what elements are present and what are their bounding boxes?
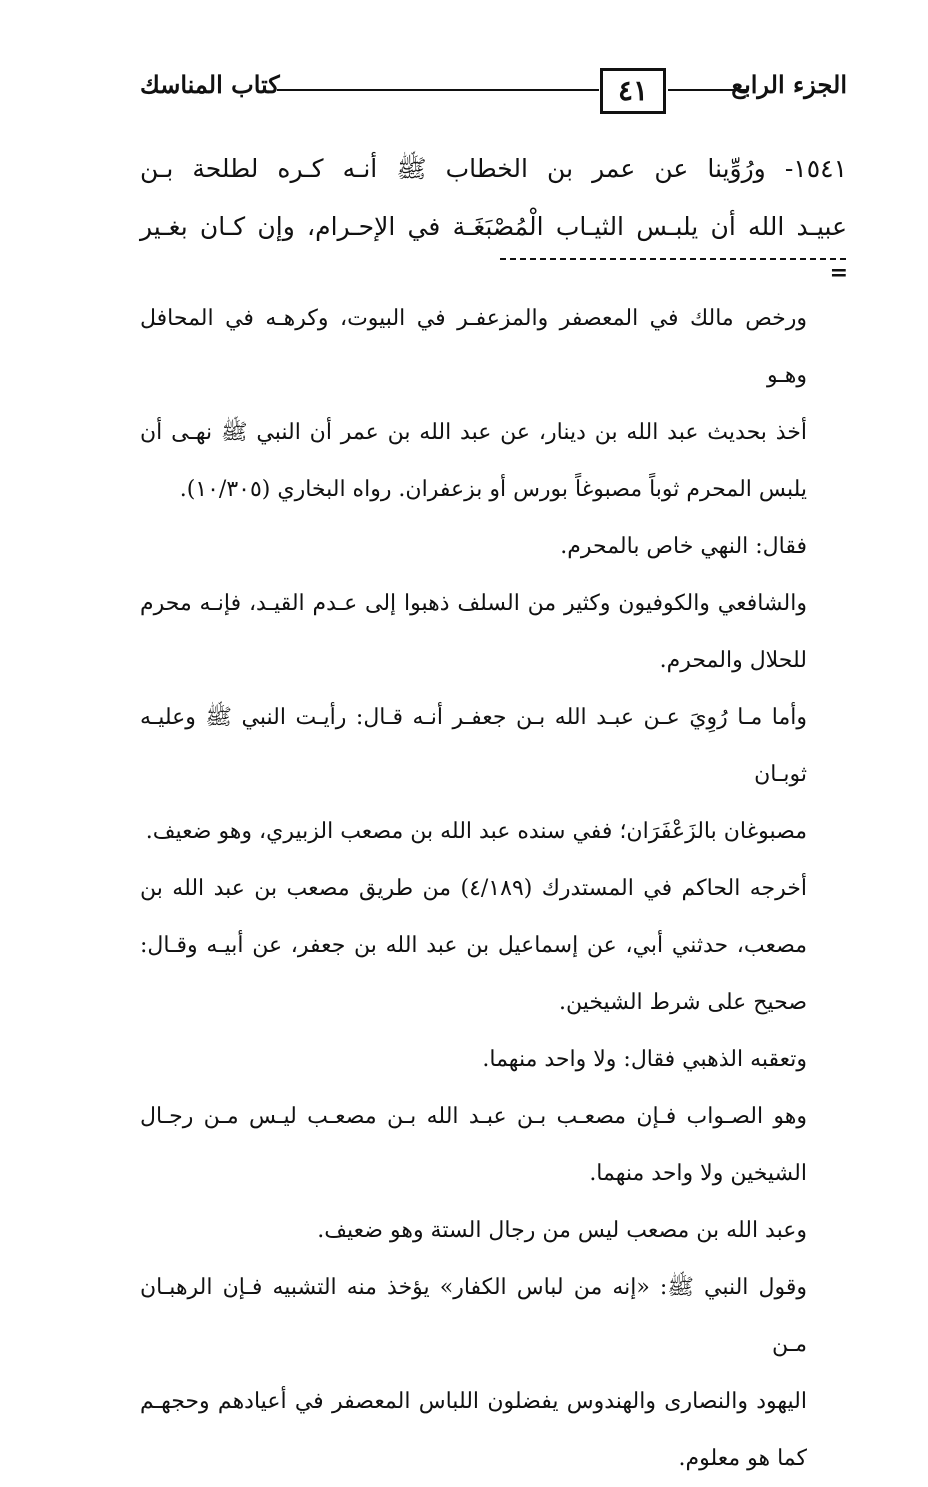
main-text-line: عبيـد الله أن يلبـس الثيـاب الْمُصْبَغَـة في الإحـرام، وإن كـان بغـير — [140, 212, 847, 241]
volume-title: الجزء الرابع — [731, 70, 847, 99]
footnotes — [140, 290, 807, 1487]
footnote-line: فقال: النهي خاص بالمحرم. — [560, 534, 807, 559]
footnote-line: مصعب، حدثني أبي، عن إسماعيل بن عبد الله بن جعفر، عن أبيـه وقـال: — [140, 933, 807, 958]
page-header — [140, 58, 847, 118]
footnote-paragraph — [140, 290, 807, 518]
footnote-line: اليهود والنصارى والهندوس يفضلون اللباس المعصفر في أعيادهم وحجهـم — [140, 1389, 807, 1414]
footnote-line: أخرجه الحاكم في المستدرك (٤/١٨٩) من طريق مصعب بن عبد الله بن — [140, 876, 807, 901]
footnote-line: يلبس المحرم ثوباً مصبوغاً بورس أو بزعفران. رواه البخاري (١٠/٣٠٥). — [179, 477, 807, 502]
footnote-line: وتعقبه الذهبي فقال: ولا واحد منهما. — [482, 1047, 807, 1072]
main-text — [140, 140, 847, 256]
footnote-paragraph — [140, 860, 807, 1031]
footnote-line: كما هو معلوم. — [678, 1446, 807, 1471]
footnote-paragraph — [140, 1088, 807, 1202]
footnote-paragraph — [140, 575, 807, 689]
header-rule-left — [277, 89, 599, 91]
footnote-line: وقول النبي ﷺ: «إنه من لباس الكفار» يؤخذ منه التشبيه فـإن الرهبـان مـن — [140, 1275, 807, 1357]
footnote-separator — [500, 258, 846, 260]
footnote-line: الشيخين ولا واحد منهما. — [589, 1161, 807, 1186]
footnote-paragraph — [140, 1031, 807, 1088]
footnote-line: وعبد الله بن مصعب ليس من رجال الستة وهو ضعيف. — [317, 1218, 807, 1243]
main-text-line: ١٥٤١- ورُوِّينا عن عمر بن الخطاب ﷺ أنـه كـره لطلحة بـن — [140, 154, 847, 183]
book-title: كتاب المناسك — [140, 70, 280, 99]
footnote-paragraph — [140, 518, 807, 575]
footnote-line: للحلال والمحرم. — [659, 648, 807, 673]
footnote-line: مصبوغان بالزَعْفَرَان؛ ففي سنده عبد الله بن مصعب الزبيري، وهو ضعيف. — [145, 819, 807, 844]
footnote-line: والشافعي والكوفيون وكثير من السلف ذهبوا إلى عـدم القيـد، فإنـه محرم — [140, 591, 807, 616]
footnote-line: أخذ بحديث عبد الله بن دينار، عن عبد الله بن عمر أن النبي ﷺ نهـى أن — [140, 420, 807, 445]
continuation-mark: = — [829, 260, 848, 286]
footnote-line: وهو الصـواب فـإن مصعـب بـن عبـد الله بـن مصعـب ليـس مـن رجـال — [140, 1104, 807, 1129]
footnote-line: صحيح على شرط الشيخين. — [558, 990, 807, 1015]
footnote-paragraph — [140, 689, 807, 860]
page-number: ٤١ — [600, 68, 666, 114]
footnote-line: ورخص مالك في المعصفر والمزعفـر في البيوت، وكرهـه في المحافل وهـو — [140, 306, 807, 388]
footnote-paragraph — [140, 1259, 807, 1487]
footnote-line: وأما مـا رُوِيَ عـن عبـد الله بـن جعفـر أنـه قـال: رأيـت النبي ﷺ وعليـه ثوبـان — [140, 705, 807, 787]
footnote-paragraph — [140, 1202, 807, 1259]
